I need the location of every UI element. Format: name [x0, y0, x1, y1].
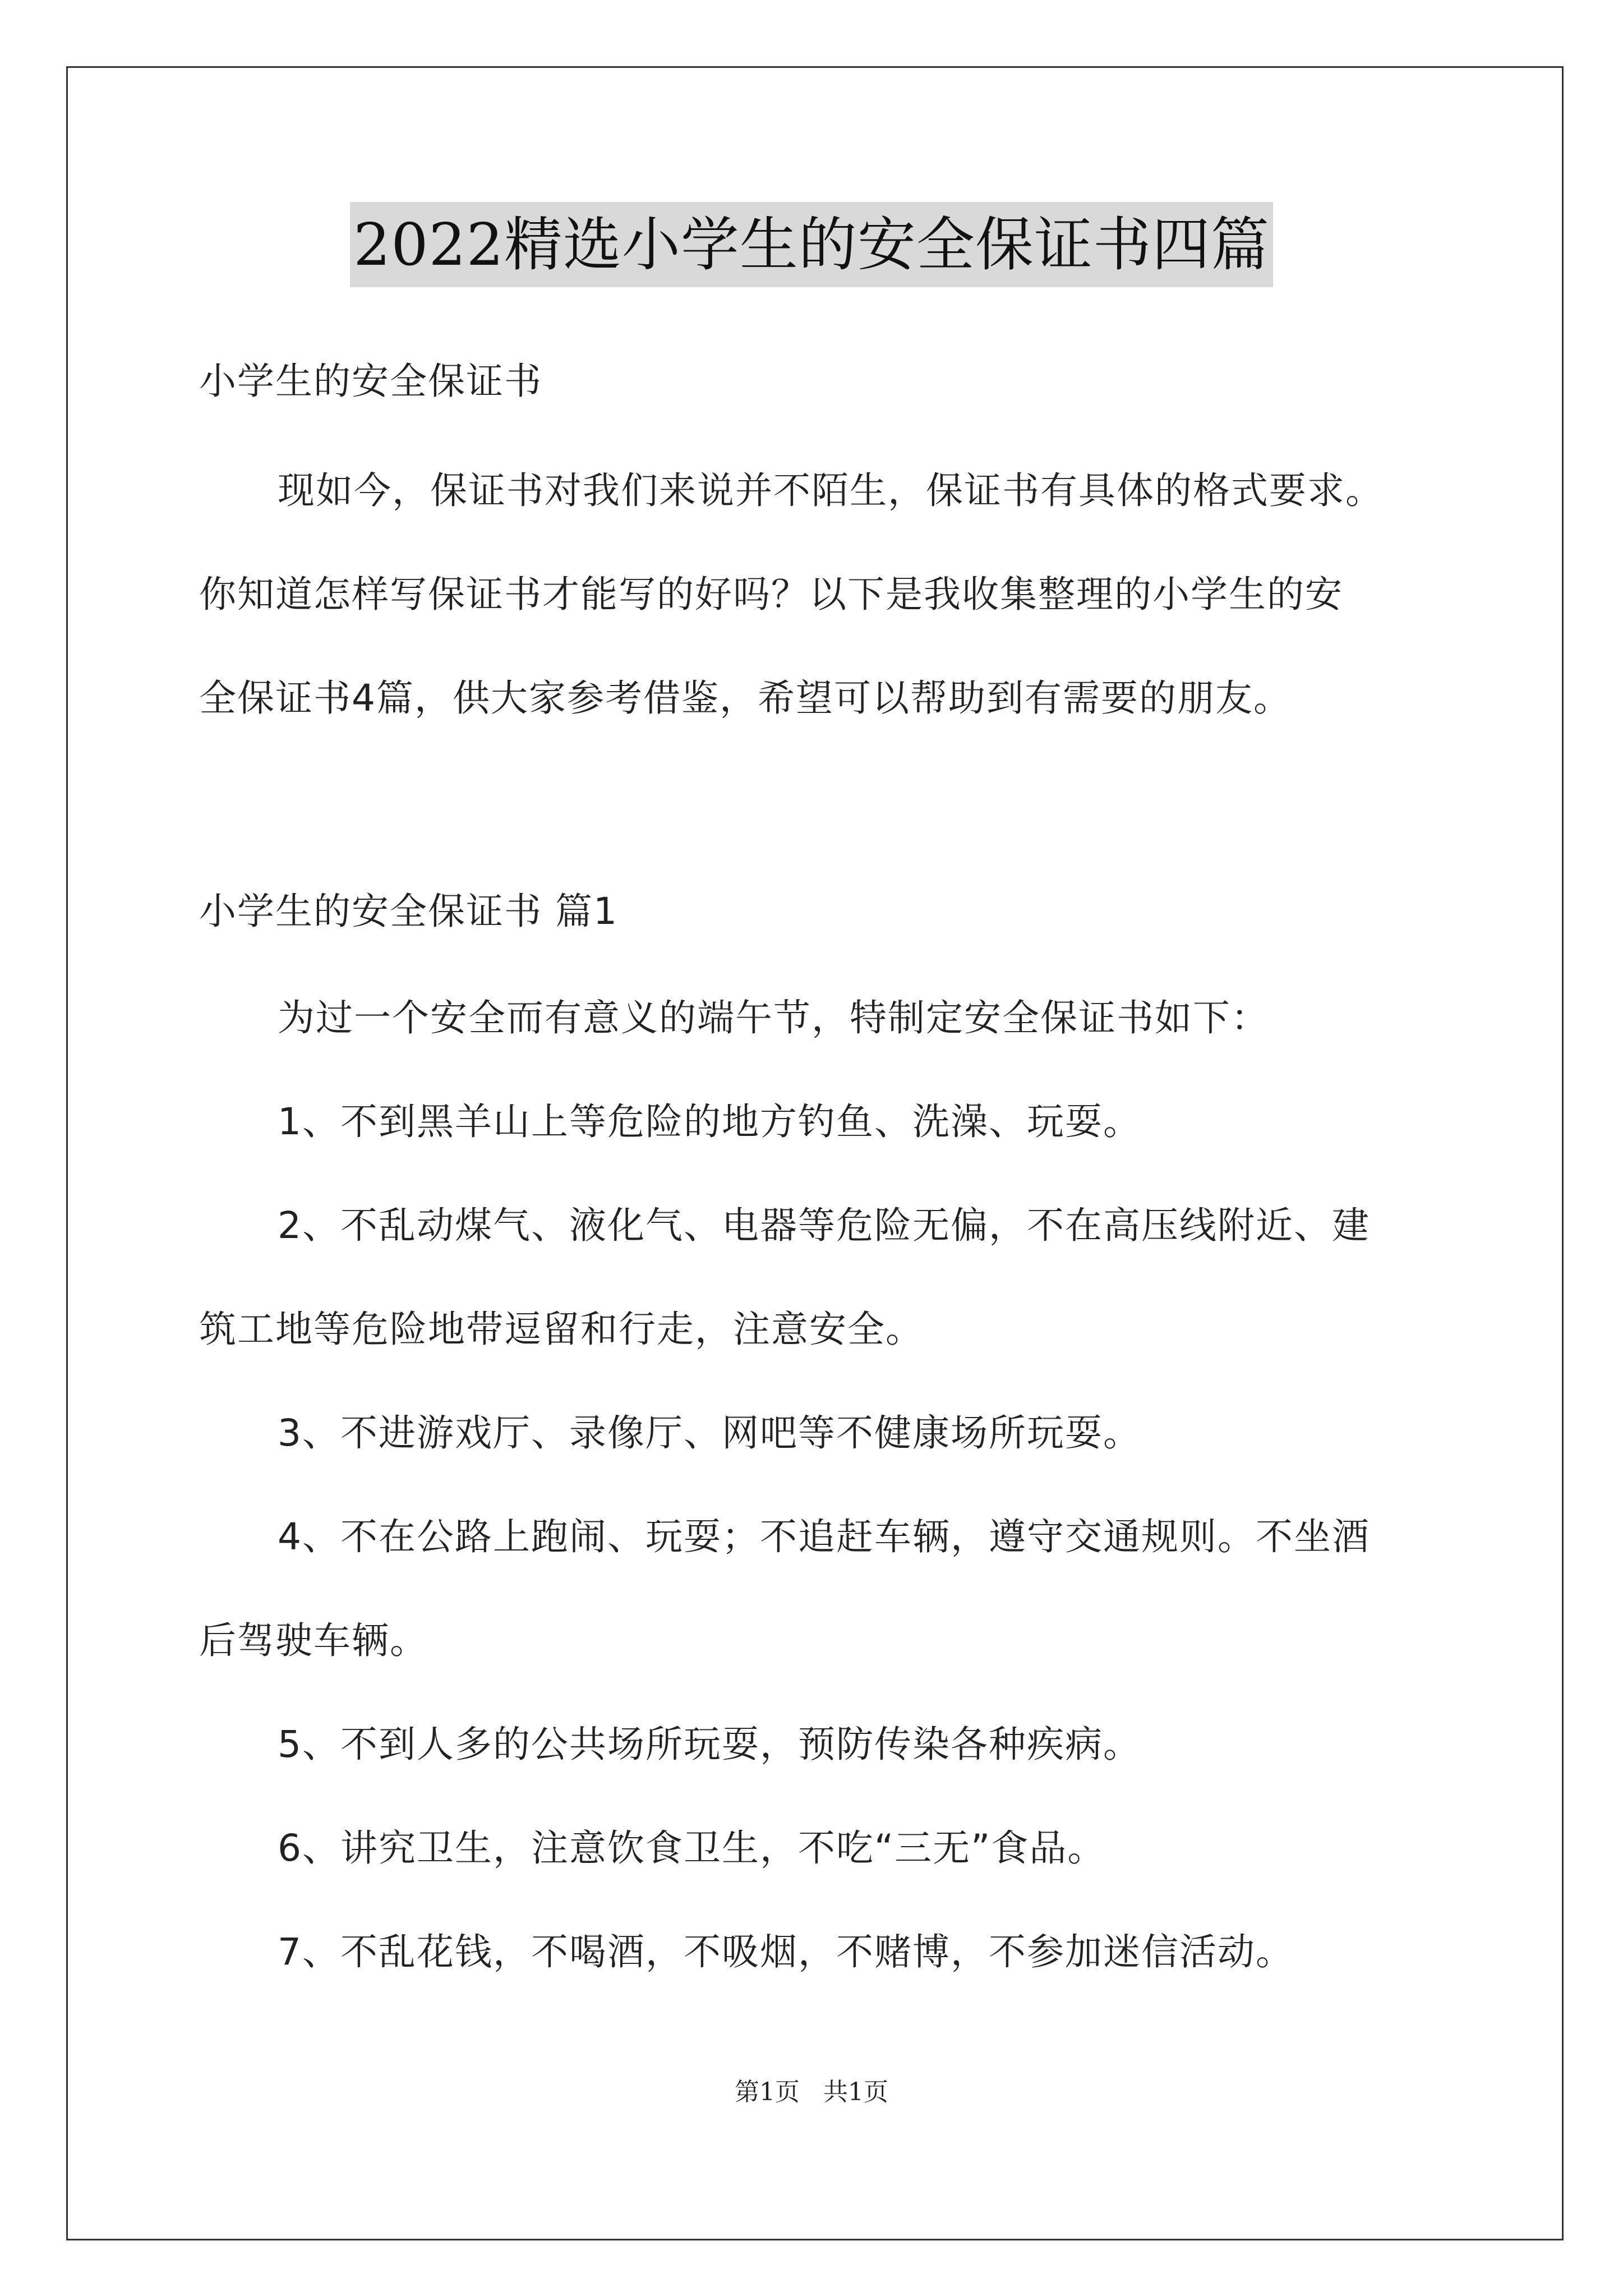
list-item-4-continued: 后驾驶车辆。 [199, 1619, 428, 1662]
list-item-4: 4、不在公路上跑闹、玩耍；不追赶车辆，遵守交通规则。不坐酒 [278, 1515, 1370, 1558]
list-item-1: 1、不到黑羊山上等危险的地方钓鱼、洗澡、玩耍。 [278, 1100, 1141, 1143]
document-subtitle: 小学生的安全保证书 [199, 360, 542, 403]
list-item-5: 5、不到人多的公共场所玩耍，预防传染各种疾病。 [278, 1723, 1141, 1766]
page-footer [0, 2076, 1623, 2109]
list-item-2: 2、不乱动煤气、液化气、电器等危险无偏，不在高压线附近、建 [278, 1204, 1370, 1247]
page-number-current: 第1页 [735, 2078, 800, 2106]
list-item-7: 7、不乱花钱，不喝酒，不吸烟，不赌博，不参加迷信活动。 [278, 1930, 1294, 1973]
page-number-total: 共1页 [823, 2078, 888, 2106]
list-item-2-continued: 筑工地等危险地带逗留和行走，注意安全。 [199, 1308, 924, 1351]
list-item-3: 3、不进游戏厅、录像厅、网吧等不健康场所玩耍。 [278, 1411, 1141, 1455]
intro-line-2: 你知道怎样写保证书才能写的好吗？以下是我收集整理的小学生的安 [199, 573, 1343, 616]
intro-line-1: 现如今，保证书对我们来说并不陌生，保证书有具体的格式要求。 [278, 469, 1384, 512]
section-heading: 小学生的安全保证书 篇1 [199, 890, 618, 933]
section-lead: 为过一个安全而有意义的端午节，特制定安全保证书如下： [278, 996, 1269, 1039]
document-title: 2022精选小学生的安全保证书四篇 [350, 202, 1273, 287]
list-item-6: 6、讲究卫生，注意饮食卫生，不吃“三无”食品。 [278, 1826, 1106, 1870]
intro-line-3: 全保证书4篇，供大家参考借鉴，希望可以帮助到有需要的朋友。 [199, 677, 1292, 720]
title-wrap [0, 202, 1623, 287]
